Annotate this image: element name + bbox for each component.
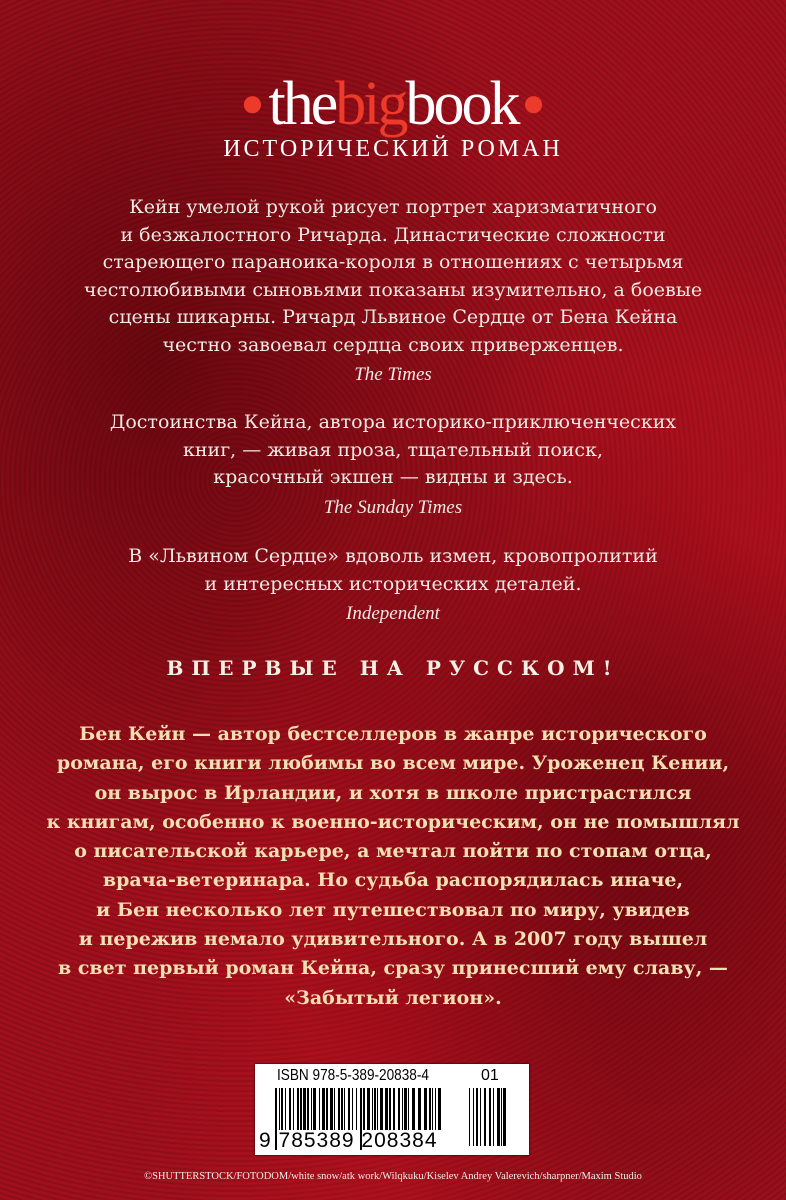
barcode-bar <box>363 1088 365 1130</box>
barcode-bar <box>303 1088 306 1130</box>
barcode-bar <box>289 1088 291 1130</box>
series-subtitle: ИСТОРИЧЕСКИЙ РОМАН <box>223 136 563 162</box>
barcode-bar <box>313 1088 316 1130</box>
barcode-bar <box>348 1088 350 1130</box>
quote-line: и безжалостного Ричарда. Династические сложности <box>120 223 666 246</box>
quote-line: сцены шикарны. Ричард Львиное Сердце от Бена Кейна <box>108 306 678 328</box>
barcode-bar <box>330 1088 333 1130</box>
barcode-bar <box>429 1088 431 1130</box>
bio-line: в свет первый роман Кейна, сразу принесший ему славу, — <box>58 957 728 980</box>
bio-line: он вырос в Ирландии, и хотя в школе пристрастился <box>94 781 692 804</box>
quote-line: книг, — живая проза, тщательный поиск, <box>183 438 603 461</box>
quote-line: честно завоевал сердца своих приверженцев. <box>162 333 624 356</box>
barcode-bar <box>293 1088 294 1130</box>
author-bio <box>0 720 786 1013</box>
barcode-bar <box>493 1088 494 1146</box>
barcode-bar <box>374 1088 376 1130</box>
barcode-bar <box>473 1088 474 1146</box>
quote-line: Достоинства Кейна, автора историко-приключенческих <box>109 411 677 433</box>
barcode-bar <box>480 1088 481 1146</box>
isbn-label: ISBN 978-5-389-20838-4 <box>277 1067 429 1084</box>
barcode-bar <box>281 1088 283 1130</box>
barcode-bar <box>311 1088 312 1130</box>
barcode-bar <box>404 1088 407 1130</box>
barcode-bar <box>408 1088 409 1130</box>
quote-source: The Times <box>354 364 432 385</box>
bio-line: к книгам, особенно к военно-историческим, он не помышлял <box>46 810 740 833</box>
barcode-bar <box>484 1088 486 1146</box>
barcode-bar <box>297 1088 299 1130</box>
barcode-bar <box>389 1088 391 1130</box>
logo-book: book <box>405 70 518 138</box>
quote-line: стареющего параноика-короля в отношениях с четырьмя <box>102 251 684 273</box>
bio-line: Бен Кейн — автор бестселлеров в жанре исторического <box>79 723 707 745</box>
barcode-bar <box>338 1088 340 1130</box>
bio-line: и пережив немало удивительного. А в 2007 году вышел <box>78 928 708 951</box>
barcode-bar <box>402 1088 403 1130</box>
barcode-bar <box>380 1088 383 1130</box>
bio-line: и Бен несколько лет путешествовал по миру, увидев <box>96 898 690 921</box>
quote-line: Кейн умелой рукой рисует портрет харизматичного <box>129 196 657 218</box>
review-quote-3 <box>0 543 786 628</box>
quote-line: честолюбивыми сыновьями показаны изумительно, а боевые <box>83 278 703 301</box>
barcode-bar <box>418 1088 421 1130</box>
barcode-bar <box>476 1088 478 1146</box>
barcode-bar <box>322 1088 325 1130</box>
first-in-russian-heading: ВПЕРВЫЕ НА РУССКОМ! <box>166 656 620 680</box>
barcode-bar <box>341 1088 343 1130</box>
bio-line: о писательской карьере, а мечтал пойти по стопам отца, <box>74 840 712 863</box>
review-quote-2 <box>0 409 786 521</box>
barcode-bar <box>344 1088 345 1130</box>
quote-source: Independent <box>346 603 440 624</box>
barcode-bar <box>412 1088 415 1130</box>
barcode-bar <box>497 1088 500 1146</box>
barcode-bar <box>326 1088 328 1130</box>
barcode-bar <box>300 1088 302 1130</box>
barcode-bar <box>489 1088 491 1146</box>
barcode-bar <box>285 1088 286 1130</box>
bio-line: врача-ветеринара. Но судьба распорядилась иначе, <box>102 869 684 892</box>
barcode-bar <box>398 1088 400 1130</box>
logo-big: big <box>335 70 406 138</box>
quote-line: красочный экшен — видны и здесь. <box>213 466 573 488</box>
bio-line: романа, его книги любимы во всем мире. Уроженец Кении, <box>56 752 730 775</box>
logo-the: the <box>268 70 336 138</box>
series-logo: ●thebigbook ● <box>240 70 546 138</box>
barcode-bar <box>377 1088 378 1130</box>
barcode-bar <box>334 1088 335 1130</box>
barcode-bar <box>356 1088 357 1130</box>
review-quote-1 <box>0 194 786 389</box>
image-credits: ©SHUTTERSTOCK/FOTODOM/white snow/atk work/Wilqkuku/Kiselev Andrey Valerevich/sharpner/Maxim Studio <box>144 1171 642 1182</box>
barcode-bar <box>385 1088 388 1130</box>
quote-source: The Sunday Times <box>323 496 463 518</box>
barcode-bar <box>469 1088 470 1146</box>
barcode-bar <box>279 1088 280 1130</box>
barcode-bar <box>367 1088 370 1130</box>
isbn-barcode <box>255 1064 529 1155</box>
barcode-bar <box>319 1088 320 1130</box>
barcode-addon-label: 01 <box>481 1067 499 1084</box>
barcode-bar <box>307 1088 309 1130</box>
barcode-bar <box>435 1088 436 1130</box>
barcode-bar <box>393 1088 395 1130</box>
barcode-bar <box>503 1088 506 1146</box>
barcode-bar <box>438 1088 441 1130</box>
barcode-bar <box>432 1088 433 1130</box>
barcode-bar <box>501 1088 502 1146</box>
quote-line: и интересных исторических деталей. <box>204 572 582 595</box>
bio-line: «Забытый легион». <box>284 986 502 1009</box>
barcode-bar <box>424 1088 427 1130</box>
barcode-bar <box>372 1088 373 1130</box>
barcode-digits: 9 785389 208384 <box>259 1129 438 1152</box>
barcode-bar <box>352 1088 353 1130</box>
quote-line: В «Львином Сердце» вдоволь измен, кровопролитий <box>128 545 658 567</box>
